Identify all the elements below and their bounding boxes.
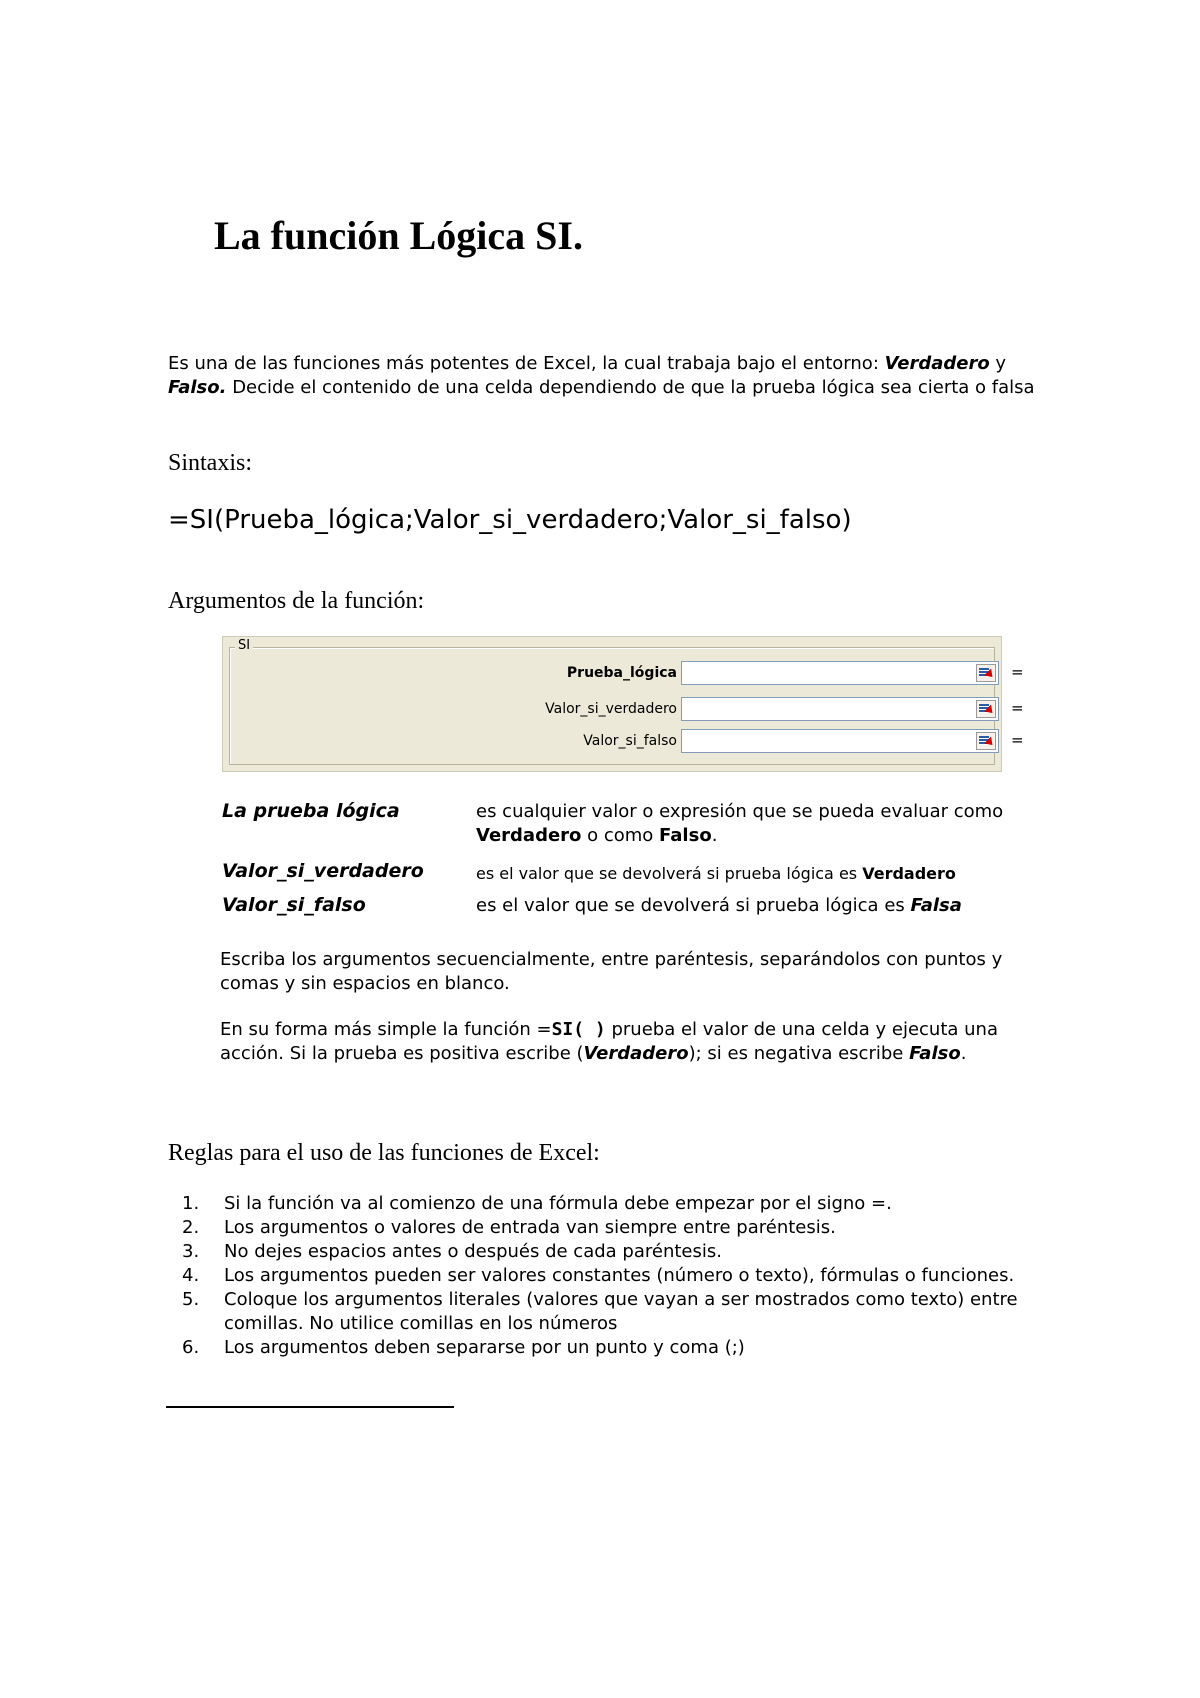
arguments-heading: Argumentos de la función:	[168, 588, 425, 614]
arg-desc-text: es cualquier valor o expresión que se pueda evaluar como	[476, 801, 1004, 822]
paragraph-text: En su forma más simple la función =	[220, 1019, 552, 1040]
intro-bold-falso: Falso.	[168, 377, 227, 398]
collapse-dialog-icon[interactable]	[976, 664, 996, 682]
intro-bold-verdadero: Verdadero	[884, 353, 990, 374]
list-item-number: 2.	[182, 1217, 200, 1238]
syntax-formula: =SI(Prueba_lógica;Valor_si_verdadero;Valor_si_falso)	[168, 505, 852, 535]
dialog-value-prueba-logica: valor_lógico	[1033, 665, 1117, 681]
arg-desc-valor-si-verdadero	[476, 862, 1056, 886]
paragraph-text: .	[960, 1043, 967, 1064]
dialog-label-valor-si-verdadero: Valor_si_verdadero	[545, 701, 677, 717]
arg-term-prueba-logica: La prueba lógica	[222, 800, 400, 822]
paragraph-bold: Verdadero	[583, 1043, 689, 1064]
list-item	[168, 1216, 1048, 1240]
footnote-separator	[166, 1406, 454, 1408]
dialog-equals-sign: =	[1011, 663, 1024, 681]
intro-paragraph	[168, 352, 1048, 400]
dialog-label-prueba-logica: Prueba_lógica	[566, 665, 677, 681]
paragraph-code: SI( )	[551, 1019, 606, 1040]
dialog-row-prueba-logica	[223, 661, 1117, 687]
function-arguments-dialog	[222, 636, 1117, 772]
page-title: La función Lógica SI.	[214, 213, 583, 258]
dialog-row-valor-si-verdadero	[223, 697, 1107, 723]
arg-desc-bold: Falso	[659, 825, 712, 846]
list-item-number: 5.	[182, 1289, 200, 1310]
list-item	[168, 1240, 1048, 1264]
list-item	[168, 1288, 1048, 1336]
arg-desc-bold: Falsa	[910, 895, 962, 916]
valor-si-verdadero-input[interactable]	[681, 697, 999, 721]
paragraph-text: ); si es negativa escribe	[688, 1043, 910, 1064]
arg-desc-bold: Verdadero	[476, 825, 582, 846]
syntax-heading: Sintaxis:	[168, 450, 253, 476]
dialog-equals-sign: =	[1011, 699, 1024, 717]
list-item	[168, 1336, 1048, 1360]
intro-text-3: Decide el contenido de una celda dependiendo de que la prueba lógica sea cierta o falsa	[226, 377, 1035, 398]
list-item-text: Coloque los argumentos literales (valores que vayan a ser mostrados como texto) entre comillas. No utilice comillas en los números	[224, 1289, 1018, 1334]
intro-text-2: y	[989, 353, 1007, 374]
dialog-label-valor-si-falso: Valor_si_falso	[583, 733, 677, 749]
dialog-group-legend: SI	[235, 638, 253, 653]
rules-heading: Reglas para el uso de las funciones de Excel:	[168, 1140, 600, 1166]
list-item-number: 1.	[182, 1193, 200, 1214]
rules-list	[168, 1192, 1048, 1360]
arg-desc-text: .	[711, 825, 718, 846]
paragraph-simple-form	[220, 1018, 1055, 1066]
collapse-dialog-icon[interactable]	[976, 700, 996, 718]
arg-desc-text: o como	[581, 825, 660, 846]
arg-desc-valor-si-falso	[476, 894, 1056, 918]
list-item-number: 4.	[182, 1265, 200, 1286]
dialog-value-valor-si-verdadero: cualquiera	[1033, 701, 1107, 717]
arg-term-valor-si-verdadero: Valor_si_verdadero	[222, 860, 424, 882]
paragraph-bold: Falso	[909, 1043, 961, 1064]
intro-text-1: Es una de las funciones más potentes de Excel, la cual trabaja bajo el entorno:	[168, 353, 885, 374]
dialog-value-valor-si-falso: cualquiera	[1033, 733, 1107, 749]
arg-desc-text: es el valor que se devolverá si prueba lógica es	[476, 895, 911, 916]
arg-term-valor-si-falso: Valor_si_falso	[222, 894, 366, 916]
list-item-number: 6.	[182, 1337, 200, 1358]
arg-desc-prueba-logica	[476, 800, 1056, 848]
prueba-logica-input[interactable]	[681, 661, 999, 685]
dialog-row-valor-si-falso	[223, 729, 1107, 755]
list-item-text: Si la función va al comienzo de una fórmula debe empezar por el signo =.	[224, 1193, 892, 1214]
valor-si-falso-input[interactable]	[681, 729, 999, 753]
list-item-text: No dejes espacios antes o después de cada paréntesis.	[224, 1241, 722, 1262]
list-item-text: Los argumentos deben separarse por un punto y coma (;)	[224, 1337, 745, 1358]
arg-desc-bold: Verdadero	[862, 864, 956, 883]
collapse-dialog-icon[interactable]	[976, 732, 996, 750]
paragraph-text: prueba el valor de una celda y ejecuta una acción. Si la prueba es positiva escribe (	[220, 1019, 998, 1064]
list-item-text: Los argumentos o valores de entrada van siempre entre paréntesis.	[224, 1217, 836, 1238]
list-item-text: Los argumentos pueden ser valores constantes (número o texto), fórmulas o funciones.	[224, 1265, 1015, 1286]
list-item	[168, 1264, 1048, 1288]
paragraph-argument-order: Escriba los argumentos secuencialmente, entre paréntesis, separándolos con puntos y comas y sin espacios en blanco.	[220, 949, 1003, 994]
list-item-number: 3.	[182, 1241, 200, 1262]
dialog-equals-sign: =	[1011, 731, 1024, 749]
arg-desc-text: es el valor que se devolverá si prueba lógica es	[476, 864, 863, 883]
list-item	[168, 1192, 1048, 1216]
